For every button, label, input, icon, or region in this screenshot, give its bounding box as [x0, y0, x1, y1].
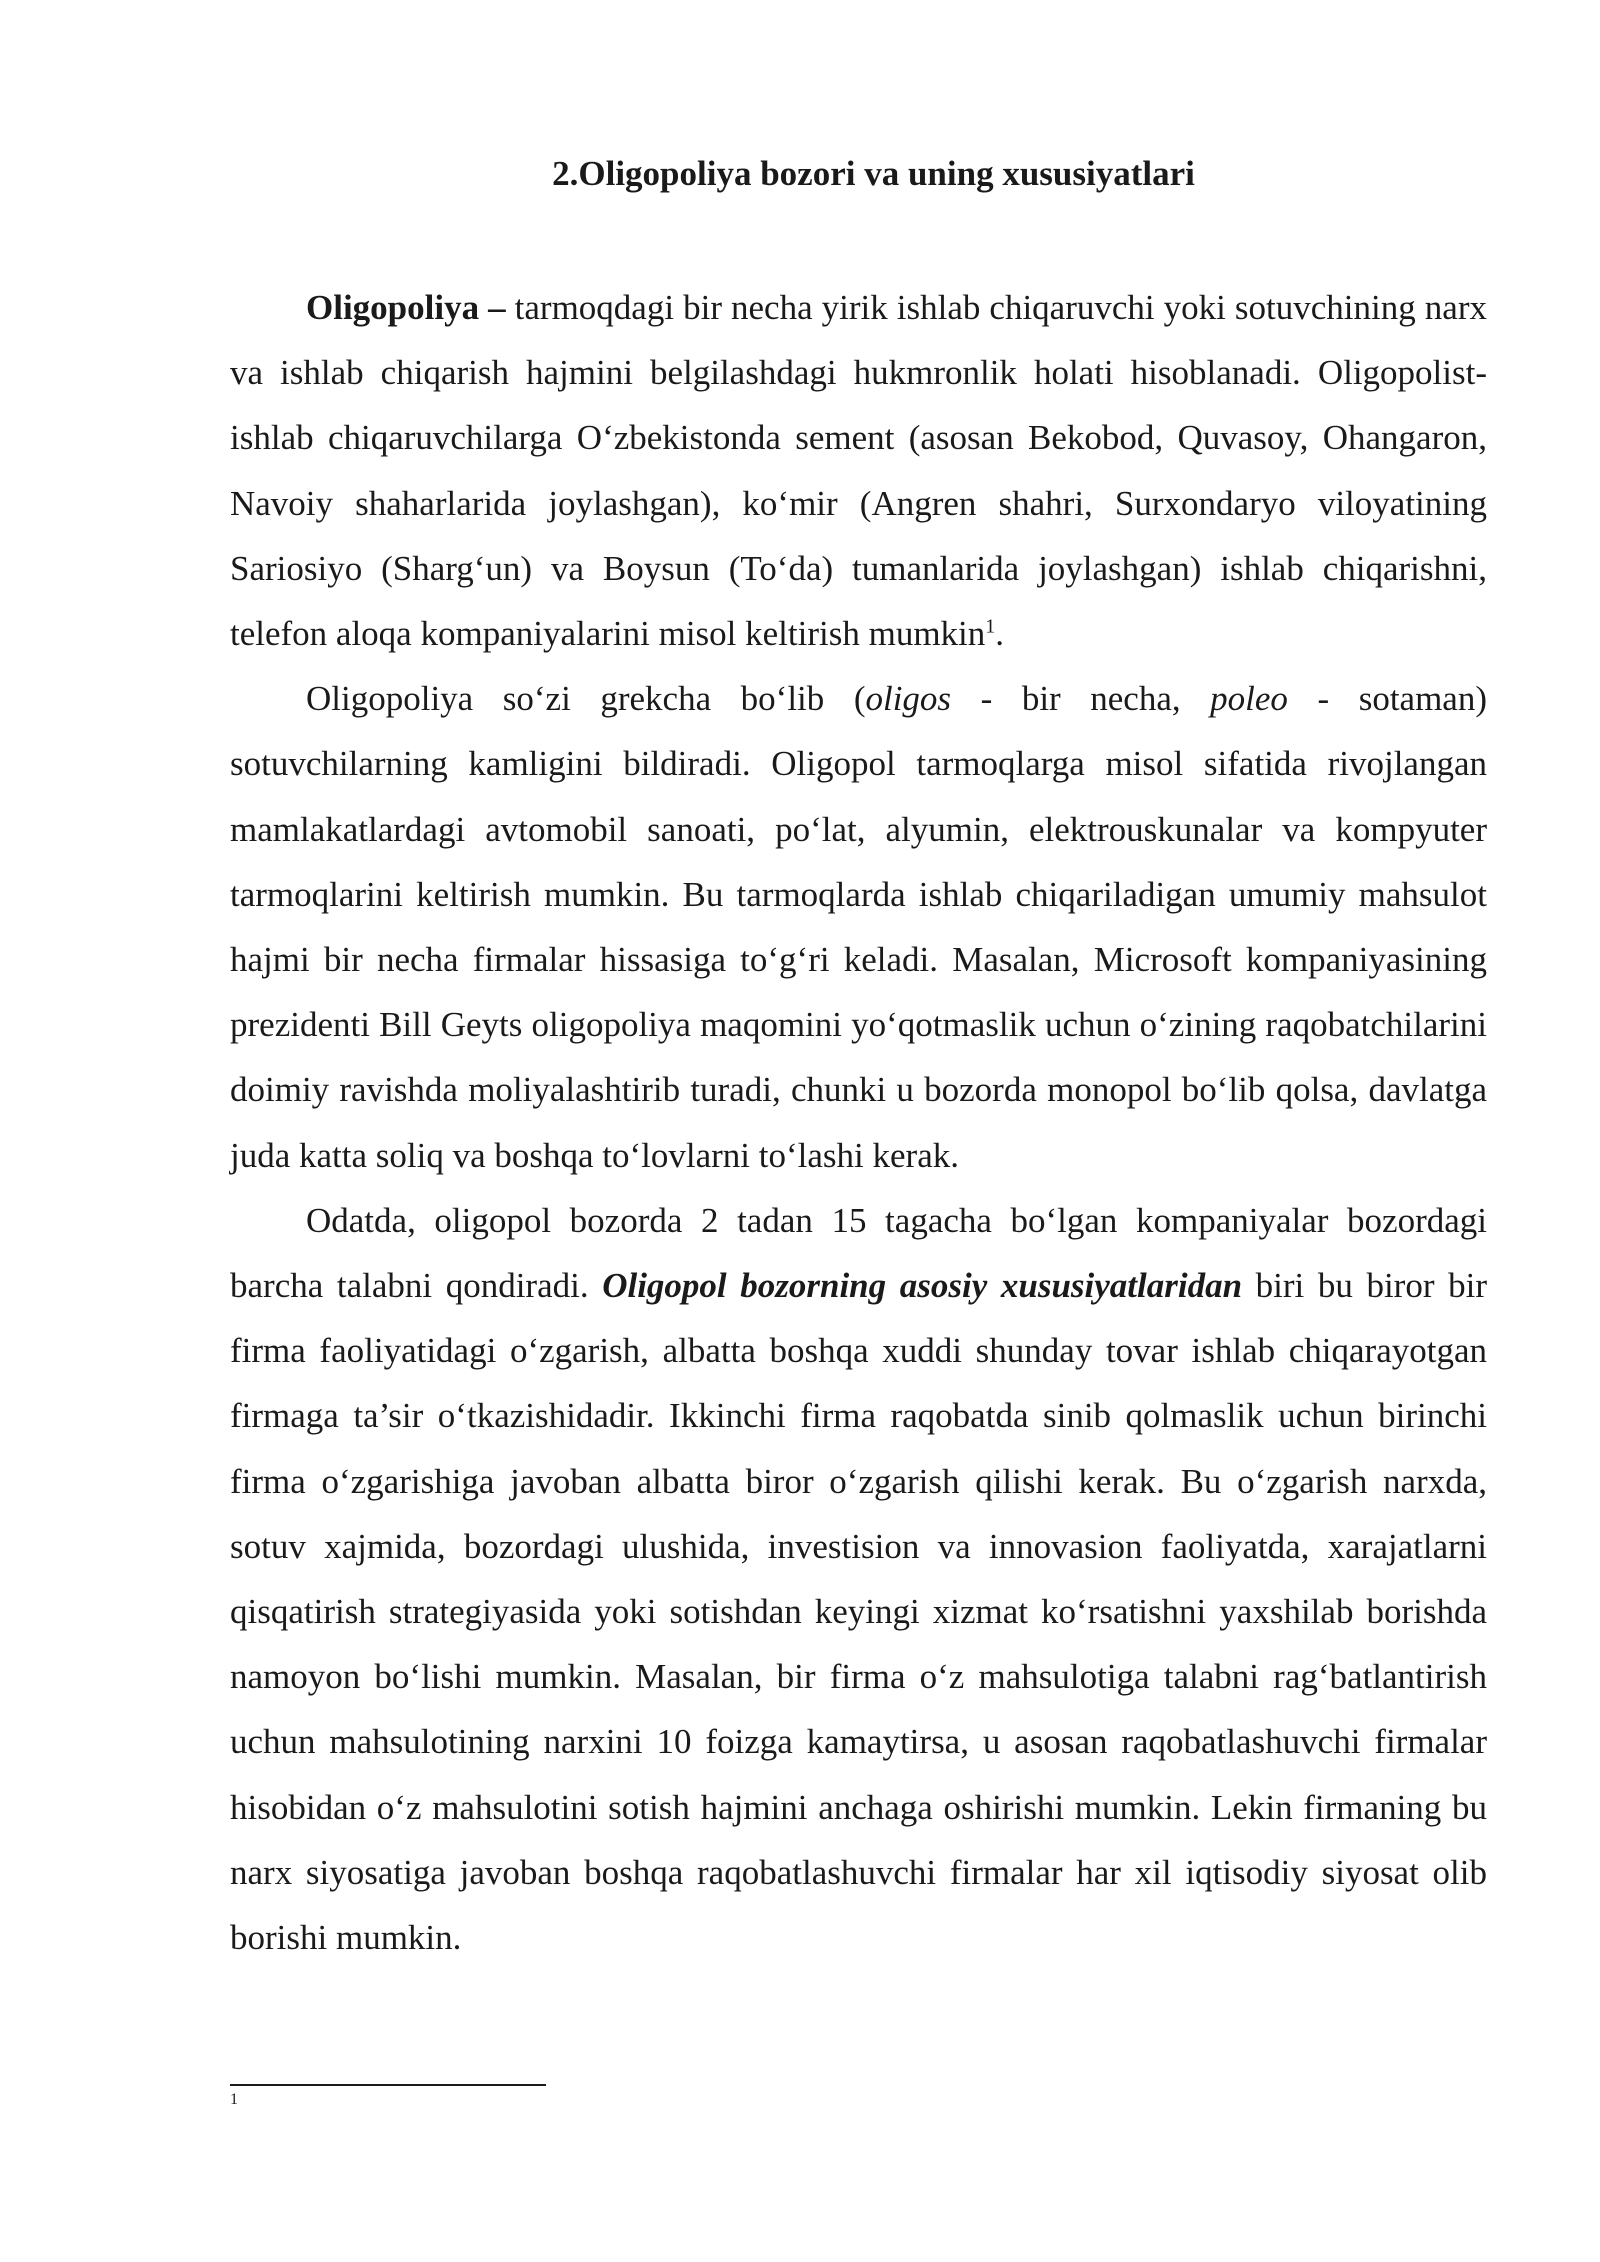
paragraph-2	[230, 666, 1487, 1188]
paragraph-3	[230, 1188, 1487, 1970]
italic-poleo: poleo	[1210, 679, 1288, 719]
footnote-reference[interactable]: 1	[985, 615, 996, 638]
paragraph-1-text: tarmoqdagi bir necha yirik ishlab chiqaruvchi yoki sotuvchining narx va ishlab chiqarish hajmini belgilashdagi hukmronlik holati hisoblanadi. Oligopolist-ishlab chiqaruvchilarga O‘zbekistonda sement (asosan Bekobod, Quvasoy, Ohangaron, Navoiy shaharlarida joylashgan), ko‘mir (Angren shahri, Surxondaryo viloyatining Sariosiyo (Sharg‘un) va Boysun (To‘da) tumanlarida joylashgan) ishlab chiqarishni, telefon aloqa kompaniyalarini misol keltirish mumkin	[230, 288, 1487, 654]
emphasis-main-features: Oligopol bozorning asosiy xususiyatlaridan	[602, 1266, 1243, 1306]
footnote	[230, 2090, 238, 2110]
paragraph-2-text-a: Oligopoliya so‘zi grekcha bo‘lib (	[306, 679, 866, 719]
paragraph-3-text-a: Odatda, oligopol bozorda 2 tadan 15 tagacha bo‘lgan kompaniyalar bozordagi barcha talabni qondiradi.	[230, 1200, 1487, 1306]
footnote-number: 1	[230, 2091, 238, 2108]
paragraph-2-text-b: - bir necha,	[951, 679, 1211, 719]
paragraph-2-text-c: - sotaman) sotuvchilarning kamligini bildiradi. Oligopol tarmoqlarga misol sifatida rivojlangan mamlakatlardagi avtomobil sanoati, po‘lat, alyumin, elektrouskunalar va kompyuter tarmoqlarini keltirish mumkin. Bu tarmoqlarda ishlab chiqariladigan umumiy mahsulot hajmi bir necha firmalar hissasiga to‘g‘ri keladi. Masalan, Microsoft kompaniyasining prezidenti Bill Geyts oligopoliya maqomini yo‘qotmaslik uchun o‘zining raqobatchilarini doimiy ravishda moliyalashtirib turadi, chunki u bozorda monopol bo‘lib qolsa, davlatga juda katta soliq va boshqa to‘lovlarni to‘lashi kerak.	[230, 679, 1487, 1175]
term-oligopoliya: Oligopoliya –	[306, 288, 506, 327]
paragraph-1	[230, 275, 1487, 666]
body-text	[230, 275, 1487, 1970]
paragraph-1-end: .	[995, 614, 1005, 654]
italic-oligos: oligos	[865, 679, 952, 719]
paragraph-3-text-b: biri bu biror bir firma faoliyatidagi o‘zgarish, albatta boshqa xuddi shunday tovar ishlab chiqarayotgan firmaga ta’sir o‘tkazishidadir. Ikkinchi firma raqobatda sinib qolmaslik uchun birinchi firma o‘zgarishiga javoban albatta biror o‘zgarish qilishi kerak. Bu o‘zgarish narxda, sotuv xajmida, bozordagi ulushida, investision va innovasion faoliyatda, xarajatlarni qisqatirish strategiyasida yoki sotishdan keyingi xizmat ko‘rsatishni yaxshilab borishda namoyon bo‘lishi mumkin. Masalan, bir firma o‘z mahsulotiga talabni rag‘batlantirish uchun mahsulotining narxini 10 foizga kamaytirsa, u asosan raqobatlashuvchi firmalar hisobidan o‘z mahsulotini sotish hajmini anchaga oshirishi mumkin. Lekin firmaning bu narx siyosatiga javoban boshqa raqobatlashuvchi firmalar har xil iqtisodiy siyosat olib borishi mumkin.	[230, 1266, 1487, 1958]
footnote-separator	[230, 2084, 546, 2086]
section-heading: 2.Oligopoliya bozori va uning xususiyatlari	[552, 154, 1195, 193]
